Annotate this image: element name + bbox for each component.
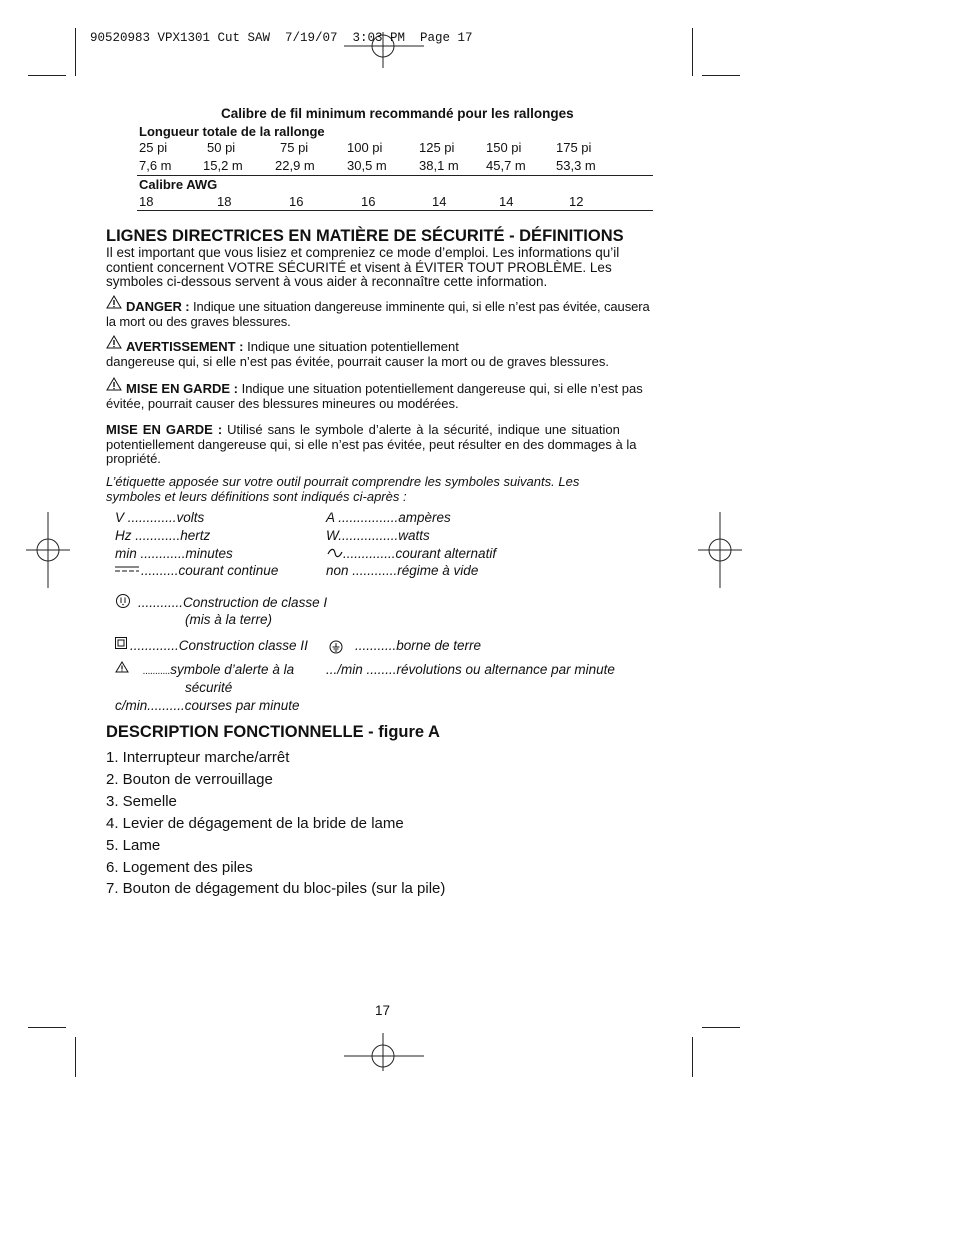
notice-label: MISE EN GARDE :: [106, 422, 223, 437]
table-cell: 22,9 m: [275, 158, 315, 173]
danger-definition: [106, 300, 662, 329]
table-cell: 45,7 m: [486, 158, 526, 173]
danger-text: Indique une situation dangereuse imminente qui, si elle n’est pas évitée, causera: [189, 299, 650, 314]
symbol-safety-alert-note: sécurité: [185, 680, 233, 695]
printer-slug: 90520983 VPX1301 Cut SAW 7/19/07 3:03 PM Page 17: [90, 31, 473, 45]
symbol-rpm: .../min ........révolutions ou alternance par minute: [326, 662, 615, 677]
label-note-line: symboles et leurs définitions sont indiqués ci-après :: [106, 488, 407, 504]
symbol-strokes-per-minute: c/min..........courses par minute: [115, 698, 300, 713]
symbol-class-1-note: (mis à la terre): [185, 612, 273, 627]
table-cell: 7,6 m: [139, 158, 172, 173]
registration-mark-right-icon: [698, 512, 742, 588]
list-item: 6. Logement des piles: [106, 859, 253, 876]
direct-current-icon: [115, 565, 139, 573]
symbol-no-load: non ............régime à vide: [326, 563, 479, 578]
table-cell: 100 pi: [347, 140, 383, 155]
table-rule: [137, 210, 653, 211]
notice-text: propriété.: [106, 451, 161, 466]
warning-definition: [106, 340, 662, 369]
warning-text: Indique une situation potentiellement: [243, 339, 459, 354]
symbol-hertz: Hz ............hertz: [115, 528, 211, 543]
caution-definition: [106, 382, 662, 411]
class-2-construction-icon: [115, 637, 127, 649]
crop-mark: [692, 28, 693, 76]
list-item: 7. Bouton de dégagement du bloc-piles (sur la pile): [106, 880, 446, 897]
page-number: 17: [375, 1003, 391, 1018]
danger-label: DANGER :: [126, 299, 190, 314]
table-cell: 14: [432, 194, 447, 209]
notice-text: Utilisé sans le symbole d’alerte à la sécurité, indique une situation: [222, 422, 620, 437]
earth-terminal-icon: [329, 640, 343, 654]
crop-mark: [28, 1027, 66, 1028]
crop-mark: [702, 1027, 740, 1028]
safety-heading: LIGNES DIRECTRICES EN MATIÈRE DE SÉCURITÉ - DÉFINITIONS: [106, 227, 624, 245]
registration-mark-left-icon: [26, 512, 70, 588]
registration-mark-bottom-icon: [344, 1033, 424, 1073]
table-cell: 175 pi: [556, 140, 592, 155]
table-cell: 75 pi: [280, 140, 309, 155]
table-cell: 125 pi: [419, 140, 455, 155]
table-cell: 30,5 m: [347, 158, 387, 173]
crop-mark: [692, 1037, 693, 1077]
crop-mark: [28, 75, 66, 76]
intro-line: symboles ci-dessous servent à vous aider à reconnaître cette information.: [106, 274, 548, 289]
length-label: Longueur totale de la rallonge: [139, 124, 325, 139]
crop-mark: [75, 28, 76, 76]
description-heading: DESCRIPTION FONCTIONNELLE - figure A: [106, 723, 440, 741]
symbol-class-2: .............Construction classe II: [130, 638, 308, 653]
list-item: 3. Semelle: [106, 793, 177, 810]
symbol-safety-alert: ...........symbole d’alerte à la: [143, 662, 295, 677]
class-1-construction-icon: [115, 593, 131, 609]
symbol-direct-current: ..........courant continue: [141, 563, 279, 578]
table-cell: 38,1 m: [419, 158, 459, 173]
alternating-current-icon: [327, 548, 343, 558]
list-item: 2. Bouton de verrouillage: [106, 771, 273, 788]
symbol-alternating-current: ..............courant alternatif: [343, 546, 497, 561]
table-cell: 25 pi: [139, 140, 168, 155]
symbol-watts: W................watts: [326, 528, 430, 543]
caution-text: Indique une situation potentiellement dangereuse qui, si elle n’est pas: [237, 381, 643, 396]
intro-line: Il est important que vous lisiez et compreniez ce mode d’emploi. Les informations qu’il: [106, 245, 620, 260]
table-cell: 16: [289, 194, 304, 209]
symbol-class-1: ............Construction de classe I: [138, 595, 328, 610]
caution-label: MISE EN GARDE :: [126, 381, 238, 396]
safety-intro: [106, 246, 662, 290]
symbol-amperes: A ................ampères: [326, 510, 451, 525]
symbol-earth-terminal: ...........borne de terre: [355, 638, 482, 653]
table-cell: 16: [361, 194, 376, 209]
list-item: 1. Interrupteur marche/arrêt: [106, 749, 290, 766]
crop-mark: [75, 1037, 76, 1077]
table-rule: [137, 175, 653, 176]
table-cell: 12: [569, 194, 584, 209]
label-note: [106, 475, 662, 504]
safety-alert-icon: [115, 661, 129, 673]
table-cell: 18: [217, 194, 232, 209]
warning-label: AVERTISSEMENT :: [126, 339, 244, 354]
warning-text: dangereuse qui, si elle n’est pas évitée, pourrait causer la mort ou de graves blessures.: [106, 353, 609, 369]
intro-line: contient concernent VOTRE SÉCURITÉ et visent à ÉVITER TOUT PROBLÈME. Les: [106, 259, 612, 275]
notice-definition: [106, 423, 662, 467]
danger-text: la mort ou des graves blessures.: [106, 313, 291, 329]
list-item: 5. Lame: [106, 837, 161, 854]
symbol-volts: V .............volts: [115, 510, 205, 525]
table-cell: 18: [139, 194, 154, 209]
table-cell: 53,3 m: [556, 158, 596, 173]
caution-text: évitée, pourrait causer des blessures mineures ou modérées.: [106, 395, 459, 411]
table-cell: 14: [499, 194, 514, 209]
table-title: Calibre de fil minimum recommandé pour les rallonges: [221, 106, 574, 121]
table-cell: 150 pi: [486, 140, 522, 155]
awg-label: Calibre AWG: [139, 177, 218, 192]
symbol-safety-alert-label: symbole d’alerte à la: [170, 662, 295, 677]
list-item: 4. Levier de dégagement de la bride de lame: [106, 815, 404, 832]
crop-mark: [702, 75, 740, 76]
table-cell: 15,2 m: [203, 158, 243, 173]
notice-text: potentiellement dangereuse qui, si elle n’est pas évitée, peut résulter en des dommages à la: [106, 436, 637, 452]
symbol-minutes: min ............minutes: [115, 546, 233, 561]
label-note-line: L’étiquette apposée sur votre outil pourrait comprendre les symboles suivants. Les: [106, 474, 580, 489]
table-cell: 50 pi: [207, 140, 236, 155]
